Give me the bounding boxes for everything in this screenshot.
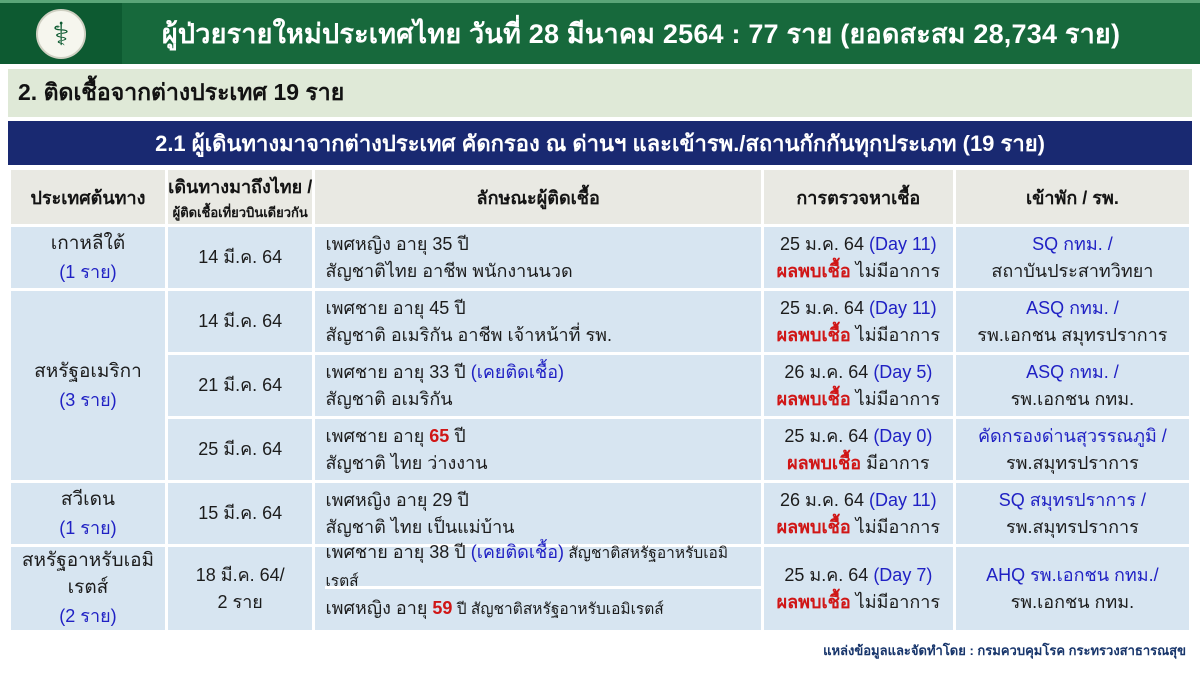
- test-day: (Day 5): [873, 361, 933, 382]
- country-cell: [11, 547, 165, 630]
- quarantine-location: [956, 419, 1189, 480]
- arrival-date: 15 มี.ค. 64: [168, 483, 313, 544]
- case-description: [315, 355, 760, 416]
- moph-seal-icon: ⚕: [36, 9, 86, 59]
- test-date: 25 ม.ค. 64: [784, 425, 874, 446]
- test-date: 25 ม.ค. 64: [780, 233, 869, 254]
- case-description-sub1: [325, 541, 760, 590]
- result-positive: ผลพบเชื้อ: [776, 591, 851, 612]
- symptom-status: ไม่มีอาการ: [855, 388, 941, 409]
- prior-infection-note: (เคยติดเชื้อ): [470, 541, 565, 562]
- case-description-line2: สัญชาติ ไทย เป็นแม่บ้าน: [325, 516, 515, 537]
- col-header-country: ประเทศต้นทาง: [11, 170, 165, 224]
- country-count: (1 ราย): [59, 517, 117, 538]
- table-row: [11, 547, 1189, 630]
- case-description: [315, 227, 760, 288]
- test-day: (Day 11): [868, 233, 937, 254]
- col-header-arrival-line2: ผู้ติดเชื้อเที่ยวบินเดียวกัน: [172, 204, 308, 220]
- sub1-nationality: สัญชาติสหรัฐอาหรับเอมิเรตส์: [325, 544, 729, 590]
- case-description-line1: เพศชาย อายุ: [325, 425, 430, 446]
- col-header-testing: การตรวจหาเชื้อ: [764, 170, 953, 224]
- symptom-status: ไม่มีอาการ: [855, 516, 941, 537]
- symptom-status: ไม่มีอาการ: [855, 324, 941, 345]
- case-description-line1: เพศชาย อายุ 33 ปี: [325, 361, 471, 382]
- result-positive: ผลพบเชื้อ: [776, 324, 851, 345]
- source-attribution: แหล่งข้อมูลและจัดทำโดย : กรมควบคุมโรค กระทรวงสาธารณสุข: [823, 643, 1186, 658]
- quarantine-line2: สถาบันประสาทวิทยา: [991, 260, 1154, 281]
- test-day: (Day 11): [868, 297, 937, 318]
- section-heading: 2. ติดเชื้อจากต่างประเทศ 19 ราย: [8, 69, 1192, 117]
- sub1-text: เพศชาย อายุ 38 ปี: [325, 541, 471, 562]
- quarantine-line2: รพ.เอกชน กทม.: [1010, 388, 1135, 409]
- quarantine-location: [956, 547, 1189, 630]
- arrival-date: 25 มี.ค. 64: [168, 419, 313, 480]
- result-positive: ผลพบเชื้อ: [776, 388, 851, 409]
- quarantine-line1: SQ กทม. /: [1032, 233, 1113, 254]
- col-header-stay: เข้าพัก / รพ.: [956, 170, 1189, 224]
- age-highlight: 59: [432, 598, 453, 618]
- case-description-line1-tail: ปี: [449, 425, 466, 446]
- country-name: สหรัฐอเมริกา: [34, 360, 142, 382]
- symptom-status: ไม่มีอาการ: [855, 260, 941, 281]
- quarantine-location: [956, 355, 1189, 416]
- quarantine-line1: SQ สมุทรปราการ /: [998, 489, 1147, 510]
- arrival-date: 14 มี.ค. 64: [168, 227, 313, 288]
- sub2-text: เพศหญิง อายุ: [325, 598, 433, 618]
- quarantine-location: [956, 227, 1189, 288]
- test-result: [764, 227, 953, 288]
- quarantine-line1: ASQ กทม. /: [1026, 297, 1119, 318]
- test-date: 26 ม.ค. 64: [784, 361, 874, 382]
- case-description: [315, 419, 760, 480]
- test-date: 25 ม.ค. 64: [784, 564, 874, 585]
- symptom-status: ไม่มีอาการ: [855, 591, 941, 612]
- quarantine-location: [956, 291, 1189, 352]
- quarantine-line2: รพ.เอกชน กทม.: [1010, 591, 1135, 612]
- case-description-line2: สัญชาติ อเมริกัน: [325, 388, 453, 409]
- case-description: [315, 483, 760, 544]
- col-header-description: ลักษณะผู้ติดเชื้อ: [315, 170, 760, 224]
- result-positive: ผลพบเชื้อ: [776, 260, 851, 281]
- case-description-line1: เพศชาย อายุ 45 ปี: [325, 297, 466, 318]
- case-description-line2: สัญชาติ อเมริกัน อาชีพ เจ้าหน้าที่ รพ.: [325, 324, 613, 345]
- sub2-nationality: ปี สัญชาติสหรัฐอาหรับเอมิเรตส์: [452, 601, 664, 618]
- test-date: 26 ม.ค. 64: [780, 489, 869, 510]
- test-result: [764, 419, 953, 480]
- prior-infection-note: (เคยติดเชื้อ): [470, 361, 565, 382]
- country-name: สวีเดน: [60, 488, 115, 510]
- test-result: [764, 547, 953, 630]
- case-description: [315, 291, 760, 352]
- test-date: 25 ม.ค. 64: [780, 297, 869, 318]
- quarantine-line2: รพ.เอกชน สมุทรปราการ: [977, 324, 1168, 345]
- arrival-date-line2: 2 ราย: [217, 591, 263, 612]
- subsection-heading: 2.1 ผู้เดินทางมาจากต่างประเทศ คัดกรอง ณ ด่านฯ และเข้ารพ./สถานกักกันทุกประเภท (19 ราย): [8, 121, 1192, 165]
- case-description-line1: เพศหญิง อายุ 29 ปี: [325, 489, 469, 510]
- table-row: [11, 419, 1189, 480]
- case-description-line2: สัญชาติ ไทย ว่างงาน: [325, 452, 488, 473]
- case-description-line1: เพศหญิง อายุ 35 ปี: [325, 233, 469, 254]
- test-day: (Day 7): [873, 564, 933, 585]
- country-cell: [11, 483, 165, 544]
- title-banner: [0, 0, 1200, 64]
- content-area: [0, 64, 1200, 661]
- test-result: [764, 483, 953, 544]
- country-name: สหรัฐอาหรับเอมิเรตส์: [21, 550, 154, 598]
- logo-box: [0, 3, 122, 64]
- arrival-date-line1: 18 มี.ค. 64/: [195, 564, 285, 585]
- country-name: เกาหลีใต้: [50, 232, 126, 254]
- table-row: [11, 291, 1189, 352]
- col-header-arrival-line1: เดินทางมาถึงไทย /: [168, 176, 313, 197]
- quarantine-line1: คัดกรองด่านสุวรรณภูมิ /: [977, 425, 1167, 446]
- page-title: ผู้ป่วยรายใหม่ประเทศไทย วันที่ 28 มีนาคม 2564 : 77 ราย (ยอดสะสม 28,734 ราย): [161, 19, 1121, 49]
- country-count: (3 ราย): [59, 389, 117, 410]
- symptom-status: มีอาการ: [866, 452, 930, 473]
- country-count: (2 ราย): [59, 606, 117, 626]
- table-row: [11, 355, 1189, 416]
- country-count: (1 ราย): [59, 261, 117, 282]
- age-highlight: 65: [429, 425, 450, 446]
- quarantine-line1: ASQ กทม. /: [1026, 361, 1119, 382]
- case-description-sub2: [325, 589, 760, 630]
- table-row: [11, 227, 1189, 288]
- quarantine-line2: รพ.สมุทรปราการ: [1005, 452, 1139, 473]
- arrival-date: 14 มี.ค. 64: [168, 291, 313, 352]
- case-description-line2: สัญชาติไทย อาชีพ พนักงานนวด: [325, 260, 573, 281]
- result-positive: ผลพบเชื้อ: [787, 452, 862, 473]
- case-description: [315, 541, 760, 630]
- country-cell: [11, 227, 165, 288]
- test-day: (Day 11): [868, 489, 937, 510]
- quarantine-location: [956, 483, 1189, 544]
- arrival-date: 21 มี.ค. 64: [168, 355, 313, 416]
- table-header-row: [11, 170, 1189, 224]
- quarantine-line1: AHQ รพ.เอกชน กทม./: [986, 564, 1159, 585]
- test-day: (Day 0): [873, 425, 933, 446]
- arrival-date: [168, 547, 313, 630]
- test-result: [764, 291, 953, 352]
- country-cell: [11, 291, 165, 480]
- cases-table: [8, 167, 1192, 633]
- col-header-arrival: [168, 170, 313, 224]
- quarantine-line2: รพ.สมุทรปราการ: [1005, 516, 1139, 537]
- table-row: [11, 483, 1189, 544]
- result-positive: ผลพบเชื้อ: [776, 516, 851, 537]
- test-result: [764, 355, 953, 416]
